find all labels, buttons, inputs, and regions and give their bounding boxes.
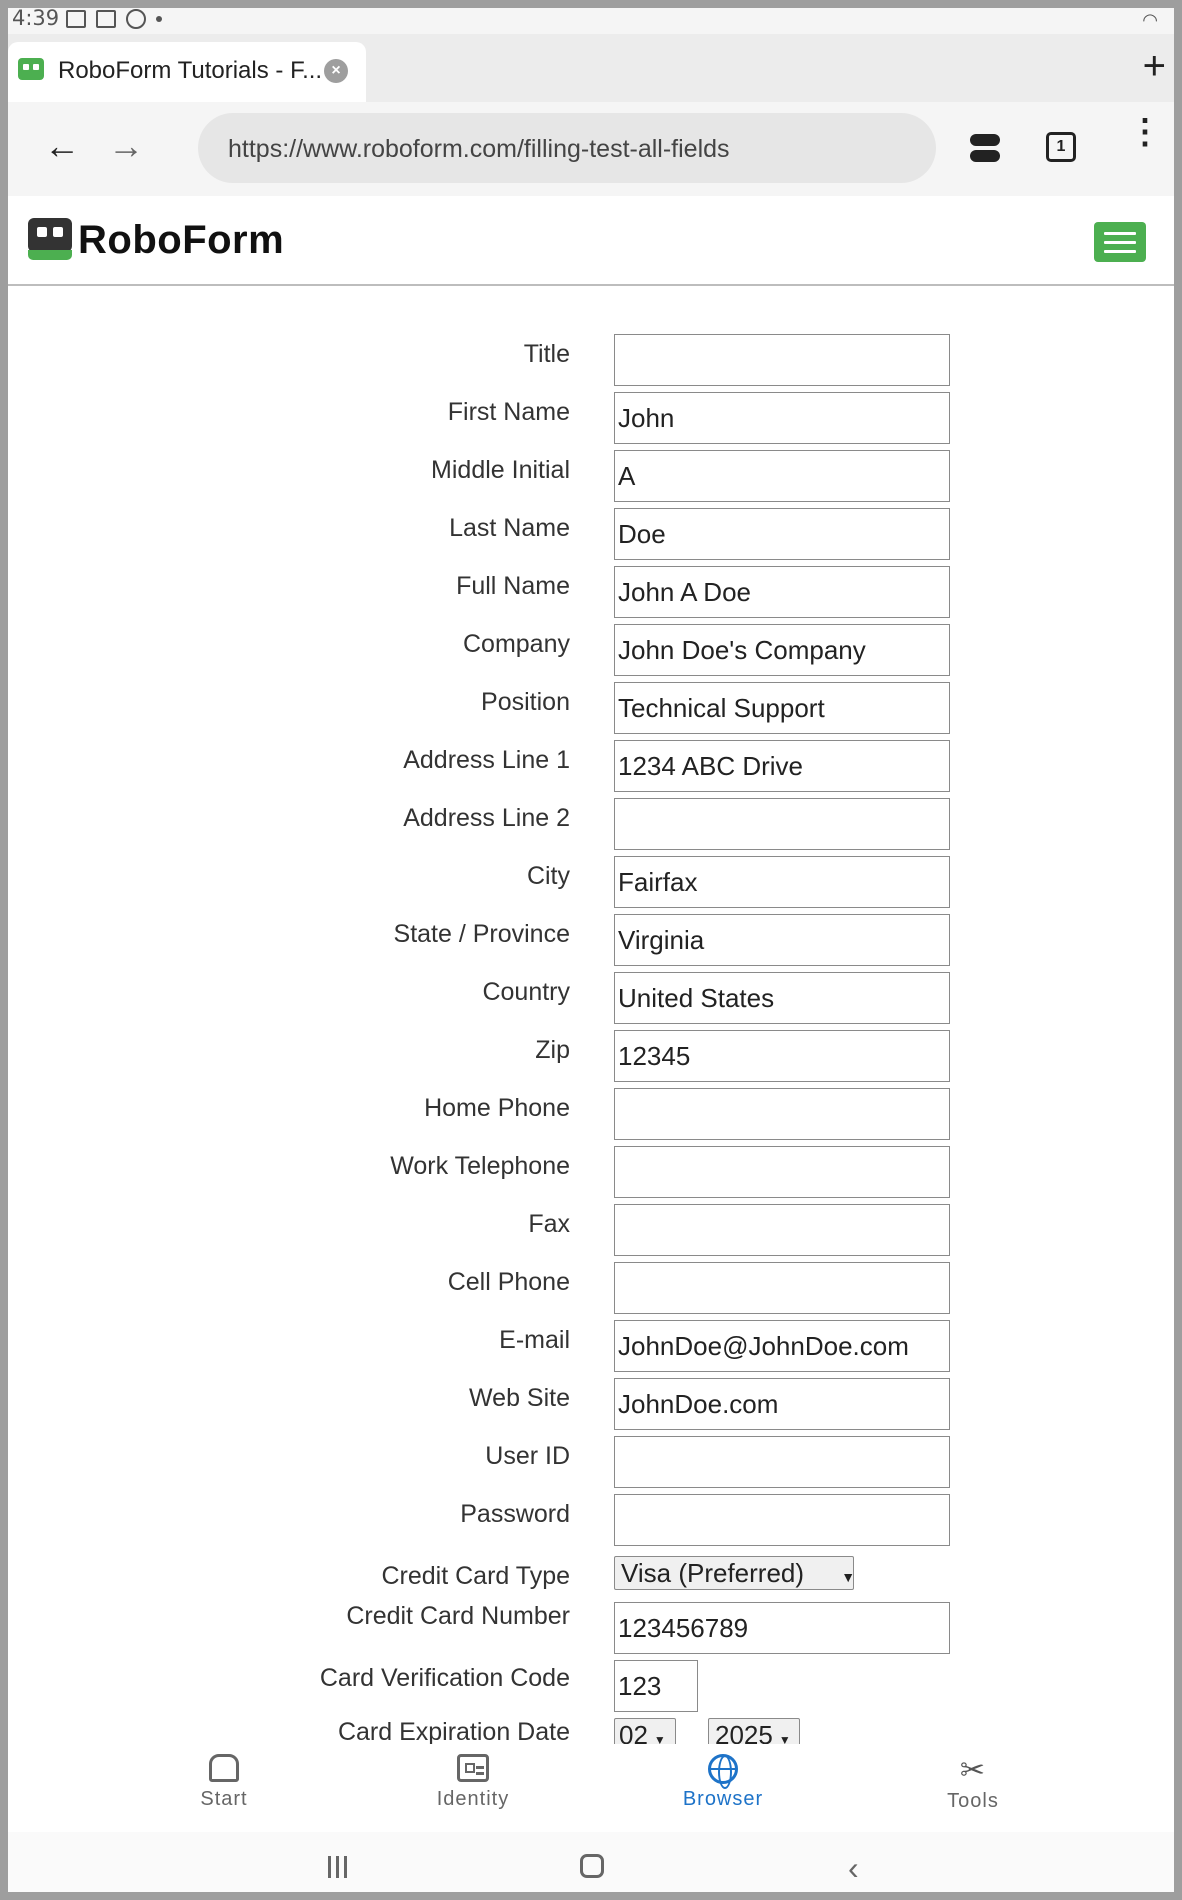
- cell-phone-row: [8, 1262, 1174, 1314]
- hamburger-menu-button[interactable]: [1094, 222, 1146, 262]
- fax-row: [8, 1204, 1174, 1256]
- middle-initial-input[interactable]: [614, 450, 950, 502]
- state-province-row: [8, 914, 1174, 966]
- tab-title: RoboForm Tutorials - F...: [58, 57, 323, 84]
- site-header: [8, 196, 1174, 286]
- browser-menu-button[interactable]: ⋮: [1128, 113, 1162, 151]
- identity-card-icon: [457, 1754, 489, 1782]
- wifi-icon: ◠: [1142, 10, 1158, 30]
- zip-label: Zip: [535, 1036, 570, 1064]
- address-line-2-input[interactable]: [614, 798, 950, 850]
- forward-button[interactable]: →: [108, 125, 144, 166]
- web-site-input[interactable]: [614, 1378, 950, 1430]
- full-name-label: Full Name: [456, 572, 570, 600]
- nav-start[interactable]: [154, 1754, 294, 1811]
- nav-start-label: Start: [200, 1788, 248, 1810]
- tab-switcher-button[interactable]: 1: [1046, 132, 1076, 162]
- middle-initial-label: Middle Initial: [431, 456, 570, 484]
- roboform-logo-icon[interactable]: [28, 218, 72, 260]
- full-name-row: [8, 566, 1174, 618]
- password-input[interactable]: [614, 1494, 950, 1546]
- expiration-month-select[interactable]: 02 ▼: [614, 1718, 676, 1744]
- nav-tools[interactable]: [903, 1754, 1043, 1813]
- credit-card-type-value: Visa (Preferred): [621, 1558, 805, 1588]
- browser-toolbar: [8, 102, 1174, 196]
- home-phone-label: Home Phone: [424, 1094, 570, 1122]
- cell-phone-input[interactable]: [614, 1262, 950, 1314]
- nav-tools-label: Tools: [947, 1790, 999, 1812]
- company-input[interactable]: [614, 624, 950, 676]
- address-line-1-row: [8, 740, 1174, 792]
- clock-icon: [126, 9, 146, 29]
- expiration-year-select[interactable]: 2025 ▼: [708, 1718, 800, 1744]
- company-label: Company: [463, 630, 570, 658]
- city-input[interactable]: [614, 856, 950, 908]
- country-label: Country: [482, 978, 570, 1006]
- address-line-2-label: Address Line 2: [403, 804, 570, 832]
- state-province-input[interactable]: [614, 914, 950, 966]
- fill-test-form: [8, 288, 1174, 1744]
- more-notifications-icon: [156, 16, 162, 22]
- first-name-label: First Name: [447, 398, 570, 426]
- dropdown-arrow-icon: ▼: [778, 1733, 791, 1744]
- user-id-label: User ID: [485, 1442, 570, 1470]
- web-site-row: [8, 1378, 1174, 1430]
- company-row: [8, 624, 1174, 676]
- last-name-input[interactable]: [614, 508, 950, 560]
- dropdown-arrow-icon: ▼: [841, 1569, 856, 1585]
- credit-card-number-label: Credit Card Number: [346, 1602, 570, 1630]
- password-row: [8, 1494, 1174, 1546]
- last-name-row: [8, 508, 1174, 560]
- title-label: Title: [523, 340, 570, 368]
- nav-browser-label: Browser: [682, 1788, 764, 1810]
- cvc-row: [8, 1660, 1174, 1712]
- notification-icons: [66, 8, 162, 30]
- dropdown-arrow-icon: ▼: [653, 1733, 666, 1744]
- title-input[interactable]: [614, 334, 950, 386]
- bottom-navigation: [8, 1744, 1174, 1832]
- home-button[interactable]: [580, 1854, 604, 1878]
- position-row: [8, 682, 1174, 734]
- home-icon: [209, 1754, 239, 1782]
- web-site-label: Web Site: [469, 1384, 570, 1412]
- close-tab-icon[interactable]: ×: [324, 59, 348, 83]
- credit-card-number-row: [8, 1602, 1174, 1654]
- nav-browser[interactable]: [653, 1754, 793, 1811]
- fax-label: Fax: [528, 1210, 570, 1238]
- password-label: Password: [460, 1500, 570, 1528]
- state-province-label: State / Province: [393, 920, 570, 948]
- credit-card-type-label: Credit Card Type: [381, 1562, 570, 1590]
- credit-card-type-select[interactable]: [614, 1556, 854, 1590]
- roboform-extension-icon[interactable]: [970, 134, 1000, 164]
- site-logo-text[interactable]: RoboForm: [78, 218, 285, 262]
- cell-phone-label: Cell Phone: [447, 1268, 570, 1296]
- address-line-1-label: Address Line 1: [403, 746, 570, 774]
- work-telephone-label: Work Telephone: [390, 1152, 570, 1180]
- e-mail-label: E-mail: [499, 1326, 570, 1354]
- new-tab-button[interactable]: +: [1142, 44, 1166, 88]
- address-line-1-input[interactable]: [614, 740, 950, 792]
- middle-initial-row: [8, 450, 1174, 502]
- address-line-2-row: [8, 798, 1174, 850]
- recent-apps-button[interactable]: [328, 1856, 352, 1878]
- city-label: City: [526, 862, 570, 890]
- browser-tab[interactable]: [8, 42, 366, 102]
- url-text[interactable]: https://www.roboform.com/filling-test-all-fields: [228, 135, 730, 163]
- work-telephone-input[interactable]: [614, 1146, 950, 1198]
- fax-input[interactable]: [614, 1204, 950, 1256]
- globe-icon: [708, 1754, 738, 1784]
- cvc-label: Card Verification Code: [319, 1664, 570, 1692]
- back-button[interactable]: ←: [44, 125, 80, 166]
- cvc-input[interactable]: [614, 1660, 698, 1712]
- expiration-row: [8, 1718, 1174, 1744]
- gallery-icon: [66, 10, 86, 28]
- city-row: [8, 856, 1174, 908]
- address-bar[interactable]: [198, 113, 936, 183]
- zip-input[interactable]: [614, 1030, 950, 1082]
- status-time: 4:39: [12, 6, 60, 30]
- credit-card-type-row: [8, 1556, 1174, 1608]
- position-label: Position: [481, 688, 570, 716]
- expiration-label: Card Expiration Date: [337, 1718, 570, 1744]
- first-name-input[interactable]: [614, 392, 950, 444]
- system-back-button[interactable]: ‹: [848, 1850, 859, 1886]
- tab-strip: [8, 34, 1174, 102]
- full-name-input[interactable]: [614, 566, 950, 618]
- home-phone-row: [8, 1088, 1174, 1140]
- system-navigation-bar: [8, 1832, 1174, 1900]
- credit-card-number-input[interactable]: [614, 1602, 950, 1654]
- tools-icon: ✂: [959, 1754, 987, 1787]
- title-row: [8, 334, 1174, 386]
- work-telephone-row: [8, 1146, 1174, 1198]
- e-mail-row: [8, 1320, 1174, 1372]
- position-input[interactable]: [614, 682, 950, 734]
- e-mail-input[interactable]: [614, 1320, 950, 1372]
- user-id-row: [8, 1436, 1174, 1488]
- mail-icon: [96, 10, 116, 28]
- nav-identity[interactable]: [403, 1754, 543, 1811]
- nav-identity-label: Identity: [436, 1788, 510, 1810]
- roboform-favicon-icon: [18, 58, 44, 80]
- status-bar: [8, 8, 1174, 34]
- home-phone-input[interactable]: [614, 1088, 950, 1140]
- first-name-row: [8, 392, 1174, 444]
- user-id-input[interactable]: [614, 1436, 950, 1488]
- last-name-label: Last Name: [449, 514, 570, 542]
- country-input[interactable]: [614, 972, 950, 1024]
- country-row: [8, 972, 1174, 1024]
- zip-row: [8, 1030, 1174, 1082]
